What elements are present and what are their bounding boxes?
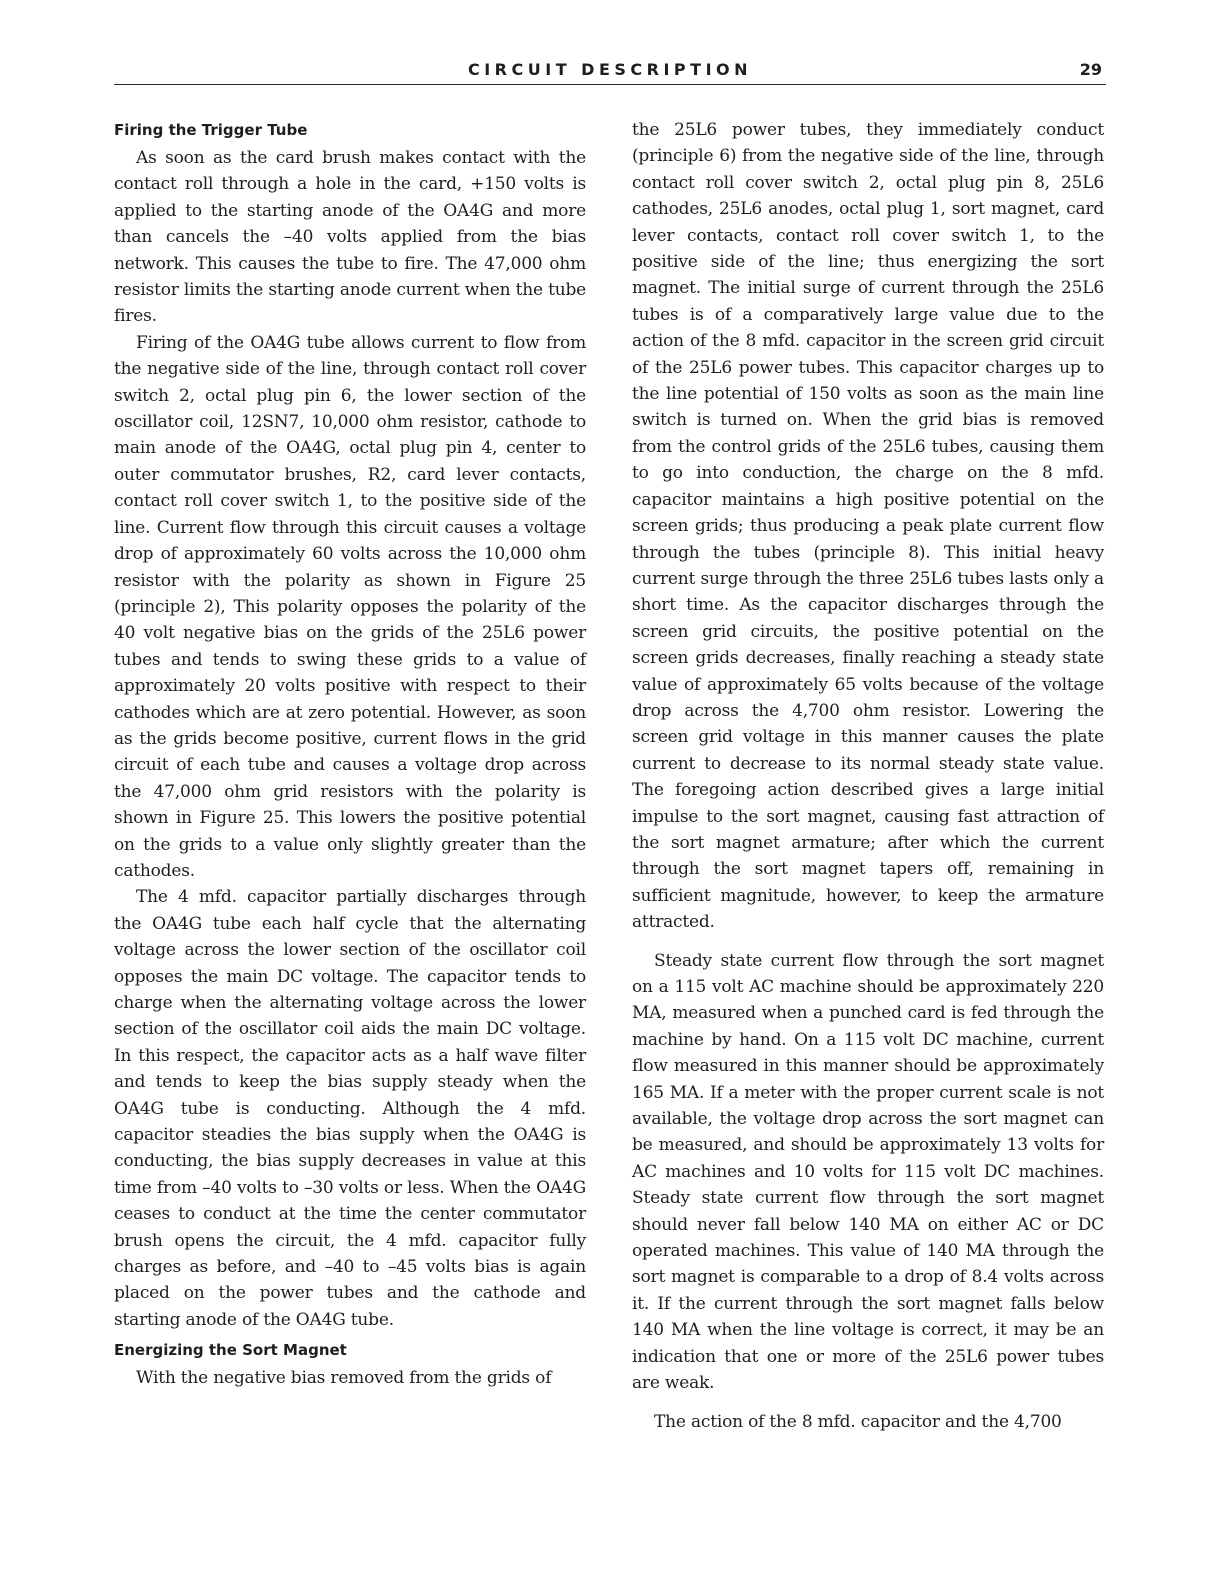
paragraph: The action of the 8 mfd. capacitor and the 4,700 xyxy=(654,1411,1062,1432)
paragraph: The 4 mfd. capacitor partially discharges through the OA4G tube each half cycle that the alternating voltage across the lower section of the oscillator coil opposes the main DC voltage. The capacitor tends to charge when the alternating voltage across the lower section of the oscillator coil aids the main DC voltage. In this respect, the capacitor acts as a half wave filter and tends to keep the bias supply steady when the OA4G tube is conducting. Although the 4 mfd. capacitor steadies the bias supply when the OA4G is conducting, the bias supply decreases in value at this time from –40 volts to –30 volts or less. When the OA4G ceases to conduct at the time the center commutator brush opens the circuit, the 4 mfd. capacitor fully charges as before, and –40 to –45 volts bias is again placed on the power tubes and the cathode and starting anode of the OA4G tube. xyxy=(114,887,586,1330)
paragraph: the 25L6 power tubes, they immediately conduct (principle 6) from the negative side of the line, through contact roll cover switch 2, octal plug pin 8, 25L6 cathodes, 25L6 anodes, octal plug 1, sort magnet, card lever contacts, contact roll cover switch 1, to the positive side of the line; thus energizing the sort magnet. The initial surge of current through the 25L6 tubes is of a comparatively large value due to the action of the 8 mfd. capacitor in the screen grid circuit of the 25L6 power tubes. This capacitor charges up to the line potential of 150 volts as soon as the main line switch is turned on. When the grid bias is removed from the control grids of the 25L6 tubes, causing them to go into conduction, the charge on the 8 mfd. capacitor maintains a high positive potential on the screen grids; thus producing a peak plate current flow through the tubes (principle 8). This initial heavy current surge through the three 25L6 tubes lasts only a short time. As the capacitor discharges through the screen grid circuits, the positive potential on the screen grids decreases, finally reaching a steady state value of approximately 65 volts because of the voltage drop across the 4,700 ohm resistor. Lowering the screen grid voltage in this manner causes the plate current to decrease to its normal steady state value. The foregoing action described gives a large initial impulse to the sort magnet, causing fast attraction of the sort magnet armature; after which the current through the sort magnet tapers off, remaining in sufficient magnitude, however, to keep the armature attracted. xyxy=(632,120,1104,933)
paragraph: As soon as the card brush makes contact with the contact roll through a hole in the card, +150 volts is applied to the starting anode of the OA4G and more than cancels the –40 volts applied from the bias network. This causes the tube to fire. The 47,000 ohm resistor limits the starting anode current when the tube fires. xyxy=(114,148,586,327)
paragraph: With the negative bias removed from the grids of xyxy=(136,1368,552,1389)
section-heading-firing-trigger-tube: Firing the Trigger Tube xyxy=(114,121,308,139)
running-title: CIRCUIT DESCRIPTION xyxy=(467,60,753,79)
left-column xyxy=(114,117,586,1392)
section-heading-energizing-sort-magnet: Energizing the Sort Magnet xyxy=(114,1341,347,1360)
page-number: 29 xyxy=(1079,60,1102,79)
right-column xyxy=(632,117,1104,1435)
page-header xyxy=(114,58,1106,85)
paragraph: Firing of the OA4G tube allows current to flow from the negative side of the line, through contact roll cover switch 2, octal plug pin 6, the lower section of the oscillator coil, 12SN7, 10,000 ohm resistor, cathode to main anode of the OA4G, octal plug pin 4, center to outer commutator brushes, R2, card lever contacts, contact roll cover switch 1, to the positive side of the line. Current flow through this circuit causes a voltage drop of approximately 60 volts across the 10,000 ohm resistor with the polarity as shown in Figure 25 (principle 2), This polarity opposes the polarity of the 40 volt negative bias on the grids of the 25L6 power tubes and tends to swing these grids to a value of approximately 20 volts positive with respect to their cathodes which are at zero potential. However, as soon as the grids become positive, current flows in the grid circuit of each tube and causes a voltage drop across the 47,000 ohm grid resistors with the polarity is shown in Figure 25. This lowers the positive potential on the grids to a value only slightly greater than the cathodes. xyxy=(114,332,586,881)
paragraph: Steady state current flow through the sort magnet on a 115 volt AC machine should be approximately 220 MA, measured when a punched card is fed through the machine by hand. On a 115 volt DC machine, current flow measured in this manner should be approximately 165 MA. If a meter with the proper current scale is not available, the voltage drop across the sort magnet can be measured, and should be approximately 13 volts for AC machines and 10 volts for 115 volt DC machines. Steady state current flow through the sort magnet should never fall below 140 MA on either AC or DC operated machines. This value of 140 MA through the sort magnet is comparable to a drop of 8.4 volts across it. If the current through the sort magnet falls below 140 MA when the line voltage is correct, it may be an indication that one or more of the 25L6 power tubes are weak. xyxy=(632,950,1104,1394)
